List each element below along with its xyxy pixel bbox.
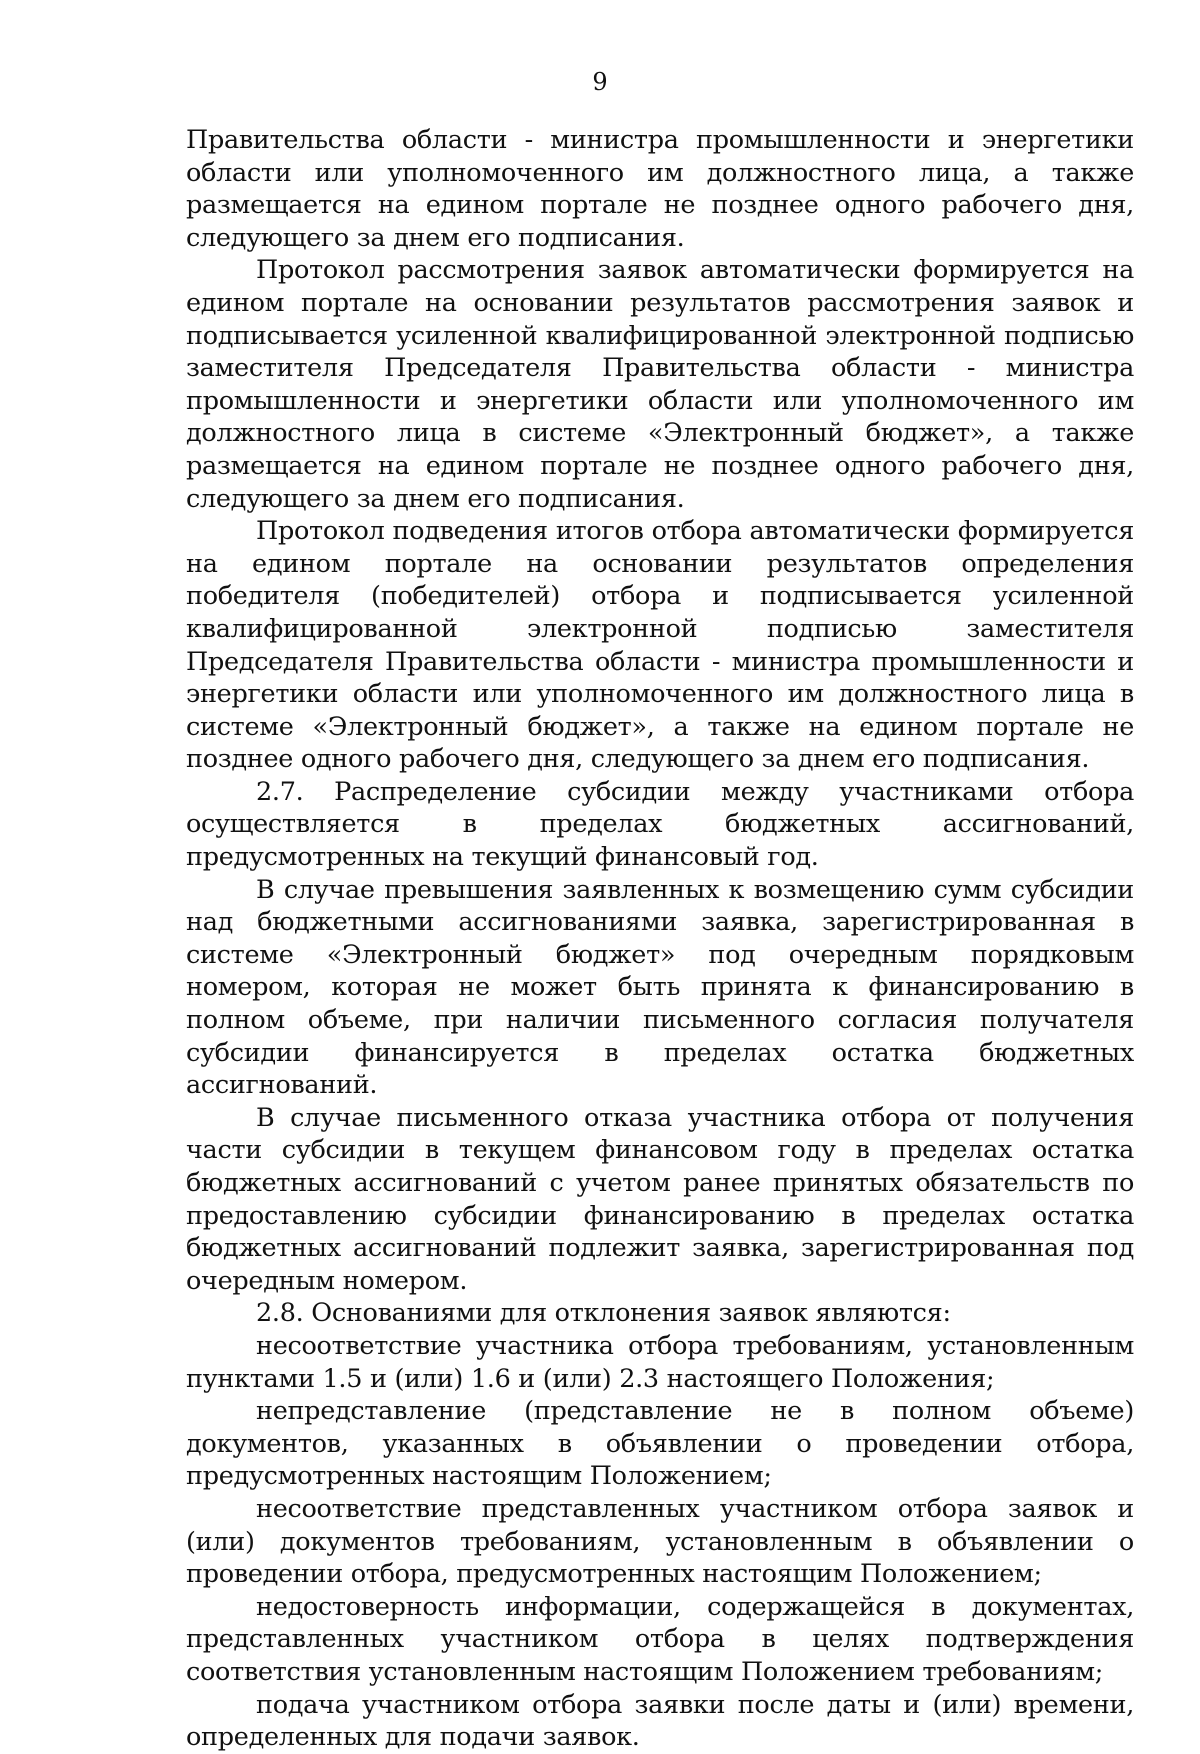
paragraph-2-8: 2.8. Основаниями для отклонения заявок являются: bbox=[256, 1298, 951, 1329]
list-item-ground-4: недостоверность информации, содержащейся в документах, представленных участником отбора в целях подтверждения соответствия установленным настоящим Положением требованиям; bbox=[186, 1591, 1134, 1687]
page-number: 9 bbox=[592, 68, 608, 96]
paragraph-continuation: Правительства области - министра промышленности и энергетики области или уполномоченного им должностного лица, а также размещается на едином портале не позднее одного рабочего дня, следующего за днем его подписания. bbox=[186, 125, 1134, 253]
list-item-ground-2: непредставление (представление не в полном объеме) документов, указанных в объявлении о проведении отбора, предусмотренных настоящим Положением; bbox=[186, 1396, 1134, 1492]
paragraph-written-refusal: В случае письменного отказа участника отбора от получения части субсидии в текущем финансовом году в пределах остатка бюджетных ассигнований с учетом ранее принятых обязательств по предоставлению субсидии финансированию в пределах остатка бюджетных ассигнований подлежит заявка, зарегистрированная под очередным номером. bbox=[186, 1102, 1134, 1296]
document-body bbox=[186, 124, 1134, 1754]
list-item-ground-1: несоответствие участника отбора требованиям, установленным пунктами 1.5 и (или) 1.6 и (или) 2.3 настоящего Положения; bbox=[186, 1330, 1134, 1394]
paragraph-2-7: 2.7. Распределение субсидии между участниками отбора осуществляется в пределах бюджетных ассигнований, предусмотренных на текущий финансовый год. bbox=[186, 776, 1134, 873]
paragraph-excess-claims: В случае превышения заявленных к возмещению сумм субсидии над бюджетными ассигнованиями заявка, зарегистрированная в системе «Электронный бюджет» под очередным порядковым номером, которая не может быть принята к финансированию в полном объеме, при наличии письменного согласия получателя субсидии финансируется в пределах остатка бюджетных ассигнований. bbox=[186, 874, 1134, 1101]
paragraph-review-protocol: Протокол рассмотрения заявок автоматически формируется на едином портале на основании результатов рассмотрения заявок и подписывается усиленной квалифицированной электронной подписью заместителя Председателя Правительства области - министра промышленности и энергетики области или уполномоченного им должностного лица в системе «Электронный бюджет», а также размещается на едином портале не позднее одного рабочего дня, следующего за днем его подписания. bbox=[186, 255, 1134, 514]
list-item-ground-3: несоответствие представленных участником отбора заявок и (или) документов требованиям, установленным в объявлении о проведении отбора, предусмотренных настоящим Положением; bbox=[186, 1493, 1134, 1590]
paragraph-results-protocol: Протокол подведения итогов отбора автоматически формируется на едином портале на основании результатов определения победителя (победителей) отбора и подписывается усиленной квалифицированной электронной подписью заместителя Председателя Правительства области - министра промышленности и энергетики области или уполномоченного им должностного лица в системе «Электронный бюджет», а также на едином портале не позднее одного рабочего дня, следующего за днем его подписания. bbox=[186, 516, 1134, 775]
list-item-ground-5: подача участником отбора заявки после даты и (или) времени, определенных для подачи заявок. bbox=[186, 1689, 1134, 1753]
